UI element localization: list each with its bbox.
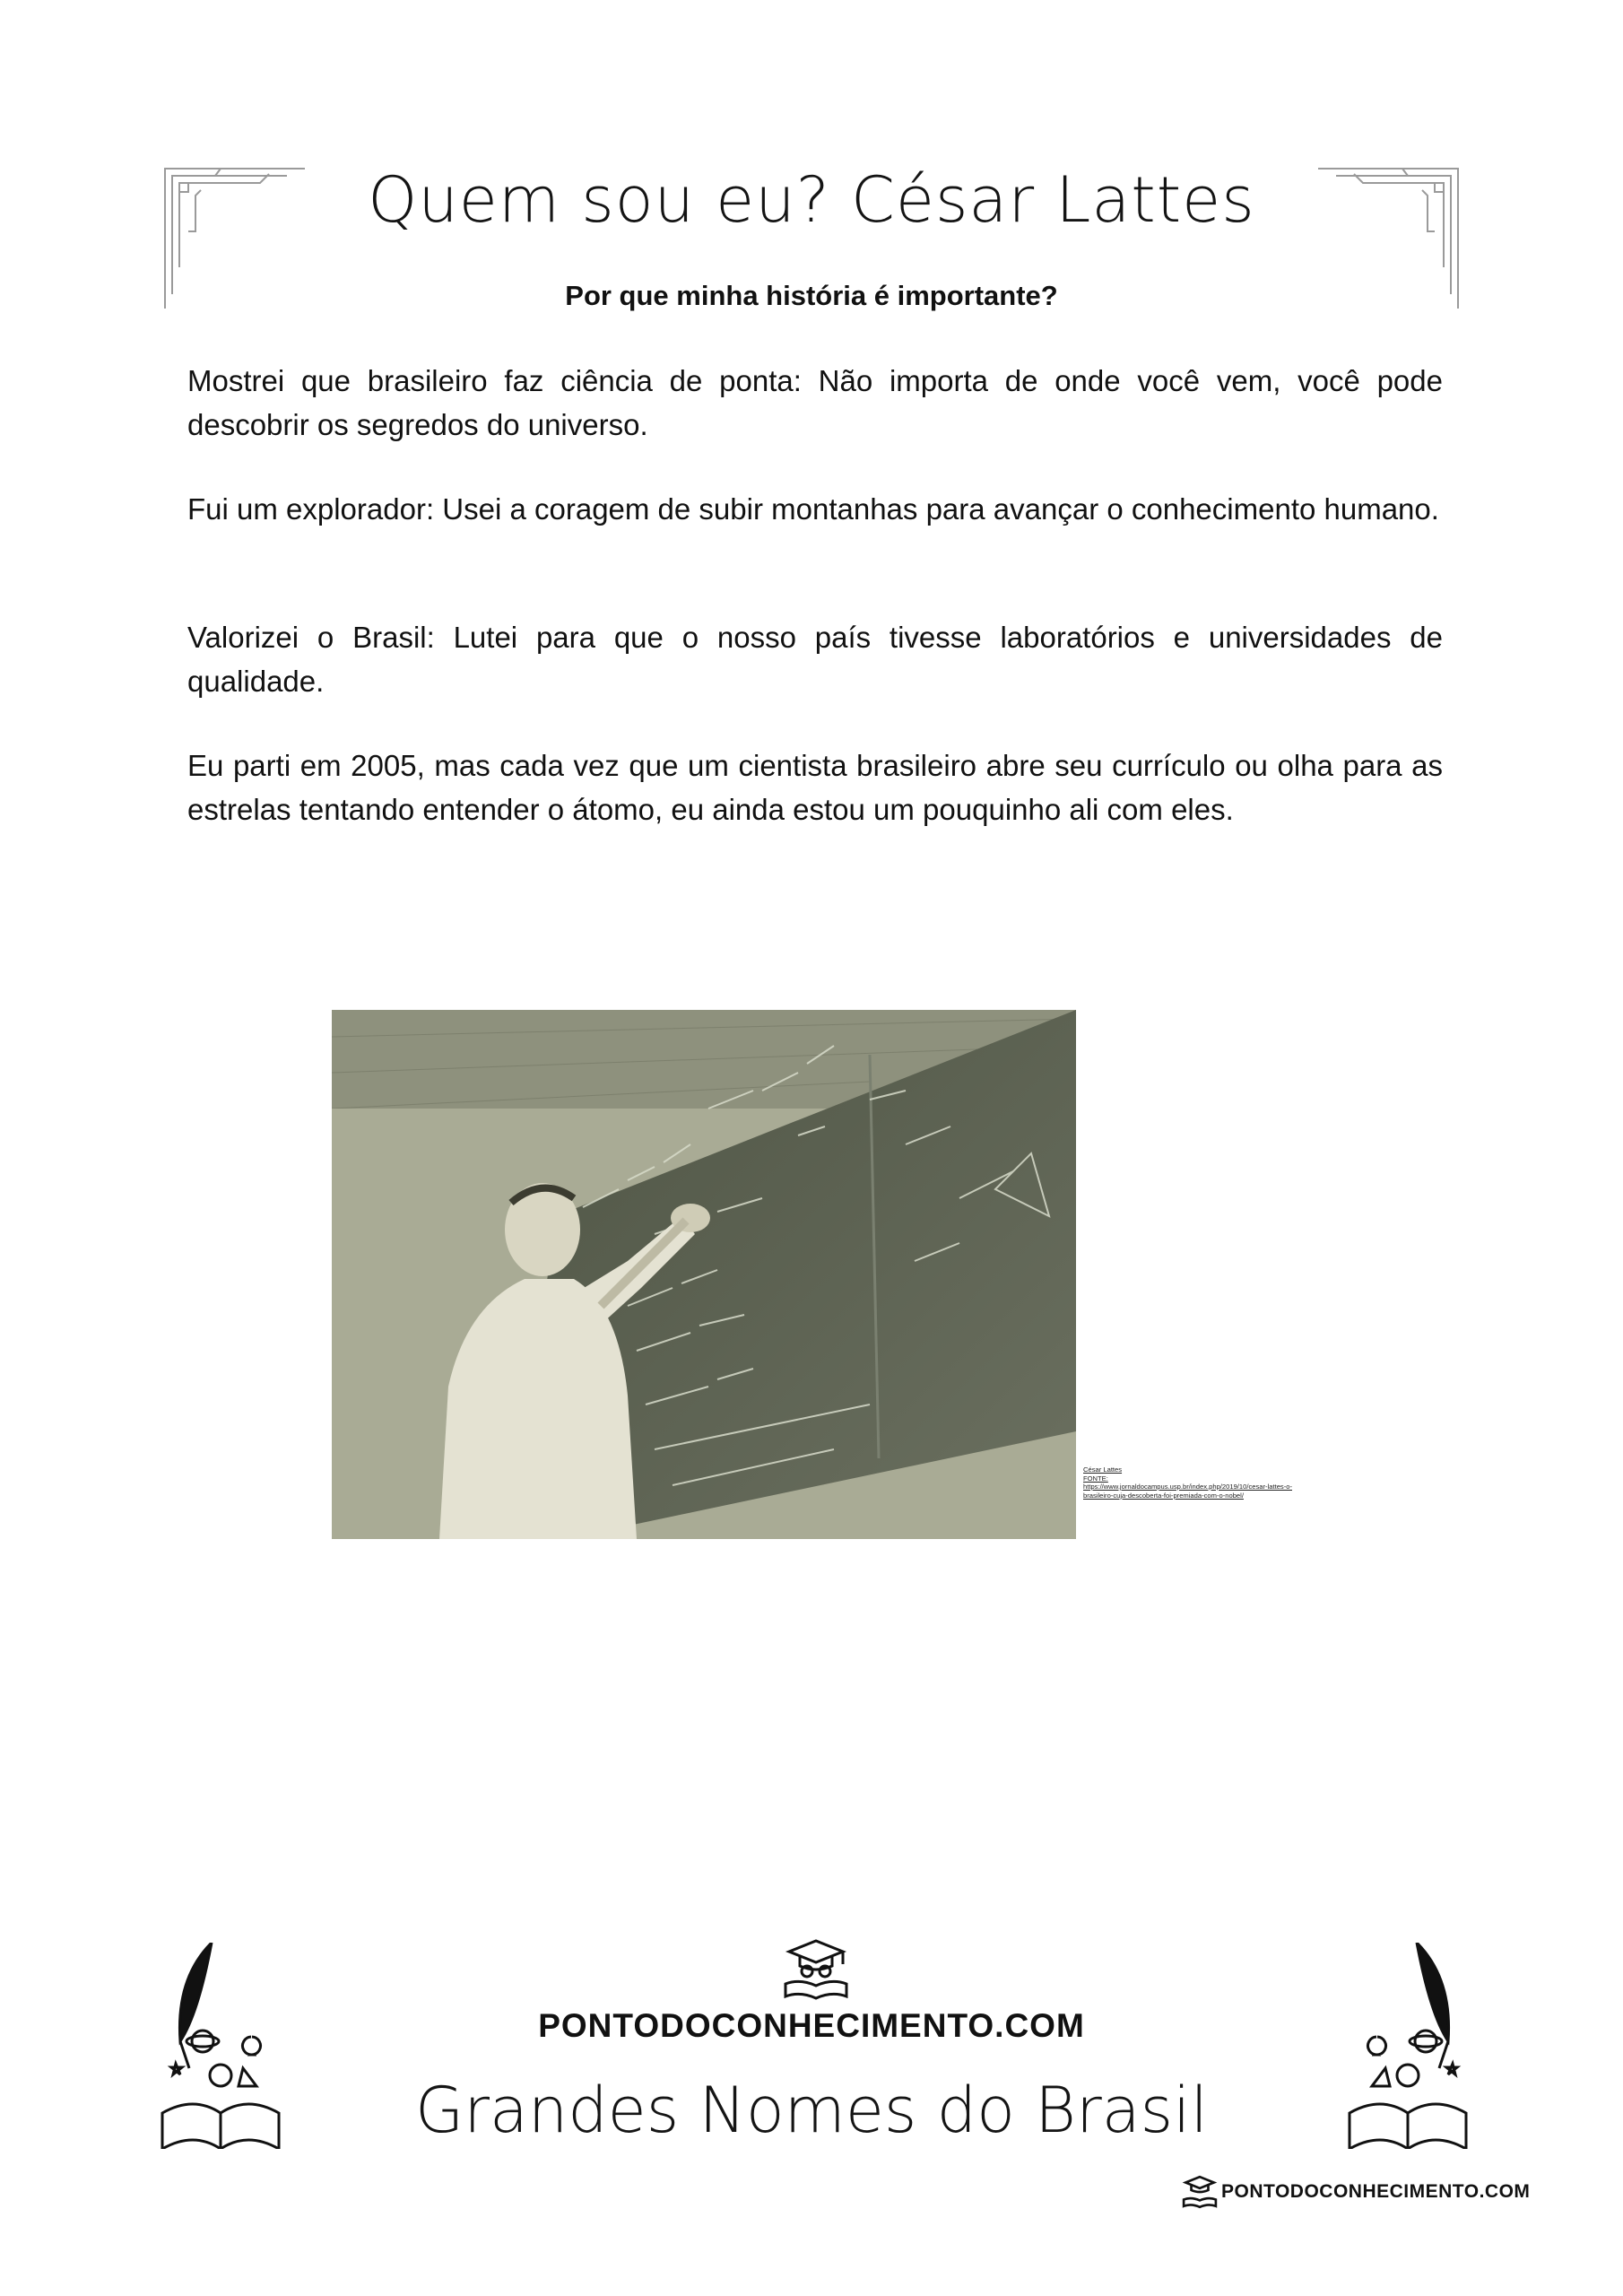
series-title: Grandes Nomes do Brasil bbox=[414, 2074, 1209, 2147]
paragraph-4: Eu parti em 2005, mas cada vez que um cientista brasileiro abre seu currículo ou olha para as estrelas tentando entender o átomo, eu ainda estou um pouquinho ali com eles. bbox=[187, 749, 1443, 826]
page-subtitle: Por que minha história é importante? bbox=[565, 280, 1058, 311]
photo-caption bbox=[1083, 1465, 1316, 1500]
caption-source-label[interactable]: FONTE: bbox=[1083, 1474, 1108, 1483]
mini-brand-text: PONTODOCONHECIMENTO.COM bbox=[1221, 2181, 1531, 2202]
paragraph-1: Mostrei que brasileiro faz ciência de ponta: Não importa de onde você vem, você pode descobrir os segredos do universo. bbox=[187, 364, 1443, 441]
caption-url-link[interactable]: https://www.jornaldocampus.usp.br/index.php/2019/10/cesar-lattes-o-brasileiro-cuja-descoberta-foi-premiada-com-o-nobel/ bbox=[1083, 1483, 1292, 1500]
page-title: Quem sou eu? César Lattes bbox=[368, 163, 1255, 237]
paragraph-2: Fui um explorador: Usei a coragem de subir montanhas para avançar o conhecimento humano. bbox=[187, 492, 1439, 526]
site-brand: PONTODOCONHECIMENTO.COM bbox=[538, 2007, 1085, 2044]
mini-brand bbox=[1182, 2174, 1530, 2210]
graduation-cap-book-icon bbox=[782, 1939, 850, 2000]
paragraph-3: Valorizei o Brasil: Lutei para que o nosso país tivesse laboratórios e universidades de qualidade. bbox=[187, 621, 1443, 698]
graduation-cap-book-icon bbox=[1182, 2175, 1218, 2209]
caption-name[interactable]: César Lattes bbox=[1083, 1465, 1123, 1474]
portrait-photo bbox=[332, 1010, 1076, 1539]
